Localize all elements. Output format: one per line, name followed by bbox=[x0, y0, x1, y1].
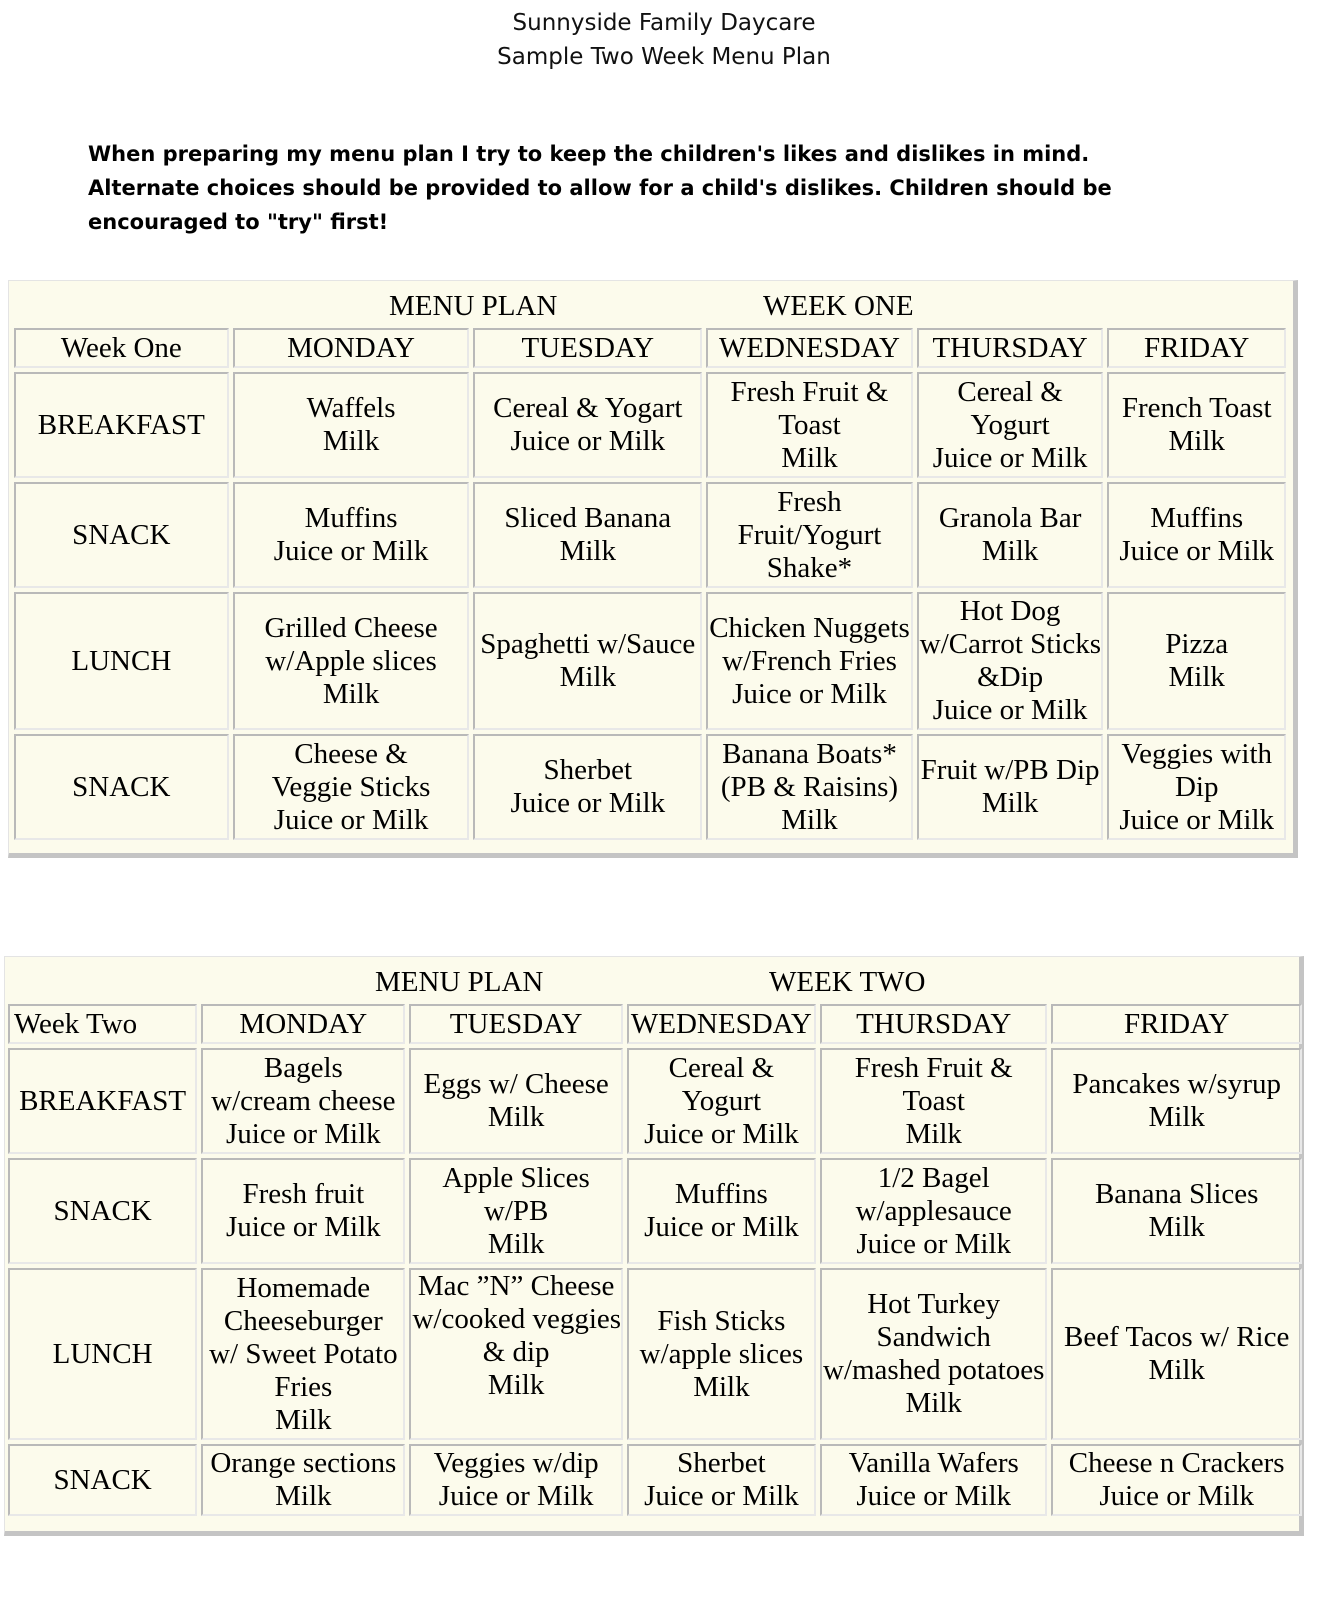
menu-cell: Fresh Fruit/Yogurt Shake* bbox=[706, 482, 913, 588]
week-corner-label: Week One bbox=[14, 328, 229, 368]
menu-cell: Hot Dog w/Carrot Sticks &Dip Juice or Milk bbox=[917, 592, 1104, 730]
menu-cell: Eggs w/ Cheese Milk bbox=[409, 1048, 622, 1154]
meal-label: SNACK bbox=[14, 482, 229, 588]
menu-cell: Fish Sticks w/apple slices Milk bbox=[627, 1268, 816, 1440]
menu-cell: Beef Tacos w/ Rice Milk bbox=[1051, 1268, 1302, 1440]
menu-plan-heading: MENU PLAN bbox=[375, 966, 544, 998]
menu-cell: Spaghetti w/Sauce Milk bbox=[473, 592, 702, 730]
week-heading: WEEK ONE bbox=[763, 290, 914, 322]
menu-cell: Banana Slices Milk bbox=[1051, 1158, 1302, 1264]
menu-plan-week-two bbox=[4, 956, 1304, 1536]
menu-table bbox=[4, 1000, 1306, 1520]
day-header: FRIDAY bbox=[1107, 328, 1286, 368]
menu-cell: Vanilla Wafers Juice or Milk bbox=[820, 1444, 1047, 1516]
menu-table bbox=[10, 324, 1290, 844]
menu-cell: Mac ”N” Cheese w/cooked veggies & dip Milk bbox=[409, 1268, 622, 1440]
meal-label: LUNCH bbox=[8, 1268, 197, 1440]
menu-cell: Cereal & Yogurt Juice or Milk bbox=[917, 372, 1104, 478]
document-title: Sunnyside Family Daycare bbox=[512, 10, 816, 36]
menu-cell: Bagels w/cream cheese Juice or Milk bbox=[201, 1048, 405, 1154]
menu-cell: Veggies with Dip Juice or Milk bbox=[1107, 734, 1286, 840]
menu-cell: Fresh Fruit & Toast Milk bbox=[706, 372, 913, 478]
week-corner-label: Week Two bbox=[8, 1004, 197, 1044]
meal-label: SNACK bbox=[8, 1444, 197, 1516]
day-header: FRIDAY bbox=[1051, 1004, 1302, 1044]
table-row bbox=[14, 372, 1286, 478]
menu-cell: Waffels Milk bbox=[233, 372, 470, 478]
menu-cell: Cereal & Yogurt Juice or Milk bbox=[627, 1048, 816, 1154]
menu-cell: Fruit w/PB Dip Milk bbox=[917, 734, 1104, 840]
meal-label: LUNCH bbox=[14, 592, 229, 730]
week-heading: WEEK TWO bbox=[769, 966, 926, 998]
menu-cell: Granola Bar Milk bbox=[917, 482, 1104, 588]
day-header: TUESDAY bbox=[409, 1004, 622, 1044]
document-subtitle: Sample Two Week Menu Plan bbox=[497, 44, 831, 70]
menu-plan-heading: MENU PLAN bbox=[389, 290, 558, 322]
intro-paragraph bbox=[88, 137, 1268, 239]
meal-label: SNACK bbox=[14, 734, 229, 840]
menu-cell: Homemade Cheeseburger w/ Sweet Potato Fries Milk bbox=[201, 1268, 405, 1440]
menu-cell: Grilled Cheese w/Apple slices Milk bbox=[233, 592, 470, 730]
menu-cell: Sliced Banana Milk bbox=[473, 482, 702, 588]
menu-cell: French Toast Milk bbox=[1107, 372, 1286, 478]
menu-cell: Fresh Fruit & Toast Milk bbox=[820, 1048, 1047, 1154]
intro-line: When preparing my menu plan I try to keep the children's likes and dislikes in mind. bbox=[88, 142, 1090, 166]
day-header: MONDAY bbox=[201, 1004, 405, 1044]
table-header-row bbox=[8, 1004, 1302, 1044]
day-header: THURSDAY bbox=[820, 1004, 1047, 1044]
intro-line: encouraged to "try" first! bbox=[88, 210, 389, 234]
table-row bbox=[8, 1268, 1302, 1440]
menu-cell: Fresh fruit Juice or Milk bbox=[201, 1158, 405, 1264]
menu-cell: Muffins Juice or Milk bbox=[1107, 482, 1286, 588]
document-header bbox=[0, 6, 1328, 74]
menu-cell: Hot Turkey Sandwich w/mashed potatoes Milk bbox=[820, 1268, 1047, 1440]
menu-cell: Cereal & Yogart Juice or Milk bbox=[473, 372, 702, 478]
table-row bbox=[14, 734, 1286, 840]
meal-label: BREAKFAST bbox=[8, 1048, 197, 1154]
menu-plan-week-one bbox=[8, 280, 1298, 858]
table-row bbox=[8, 1048, 1302, 1154]
meal-label: BREAKFAST bbox=[14, 372, 229, 478]
menu-cell: Cheese & Veggie Sticks Juice or Milk bbox=[233, 734, 470, 840]
menu-cell: Pizza Milk bbox=[1107, 592, 1286, 730]
table-row bbox=[8, 1158, 1302, 1264]
menu-cell: Apple Slices w/PB Milk bbox=[409, 1158, 622, 1264]
menu-cell: Chicken Nuggets w/French Fries Juice or Milk bbox=[706, 592, 913, 730]
day-header: MONDAY bbox=[233, 328, 470, 368]
table-row bbox=[14, 592, 1286, 730]
intro-line: Alternate choices should be provided to allow for a child's dislikes. Children should be bbox=[88, 176, 1112, 200]
day-header: WEDNESDAY bbox=[627, 1004, 816, 1044]
menu-cell: 1/2 Bagel w/applesauce Juice or Milk bbox=[820, 1158, 1047, 1264]
day-header: TUESDAY bbox=[473, 328, 702, 368]
table-header-row bbox=[14, 328, 1286, 368]
table-row bbox=[8, 1444, 1302, 1516]
menu-cell: Cheese n Crackers Juice or Milk bbox=[1051, 1444, 1302, 1516]
menu-cell: Sherbet Juice or Milk bbox=[473, 734, 702, 840]
menu-cell: Pancakes w/syrup Milk bbox=[1051, 1048, 1302, 1154]
menu-cell: Orange sections Milk bbox=[201, 1444, 405, 1516]
menu-cell: Muffins Juice or Milk bbox=[627, 1158, 816, 1264]
menu-cell: Muffins Juice or Milk bbox=[233, 482, 470, 588]
table-row bbox=[14, 482, 1286, 588]
menu-cell: Veggies w/dip Juice or Milk bbox=[409, 1444, 622, 1516]
day-header: WEDNESDAY bbox=[706, 328, 913, 368]
menu-cell: Sherbet Juice or Milk bbox=[627, 1444, 816, 1516]
menu-cell: Banana Boats* (PB & Raisins) Milk bbox=[706, 734, 913, 840]
day-header: THURSDAY bbox=[917, 328, 1104, 368]
meal-label: SNACK bbox=[8, 1158, 197, 1264]
